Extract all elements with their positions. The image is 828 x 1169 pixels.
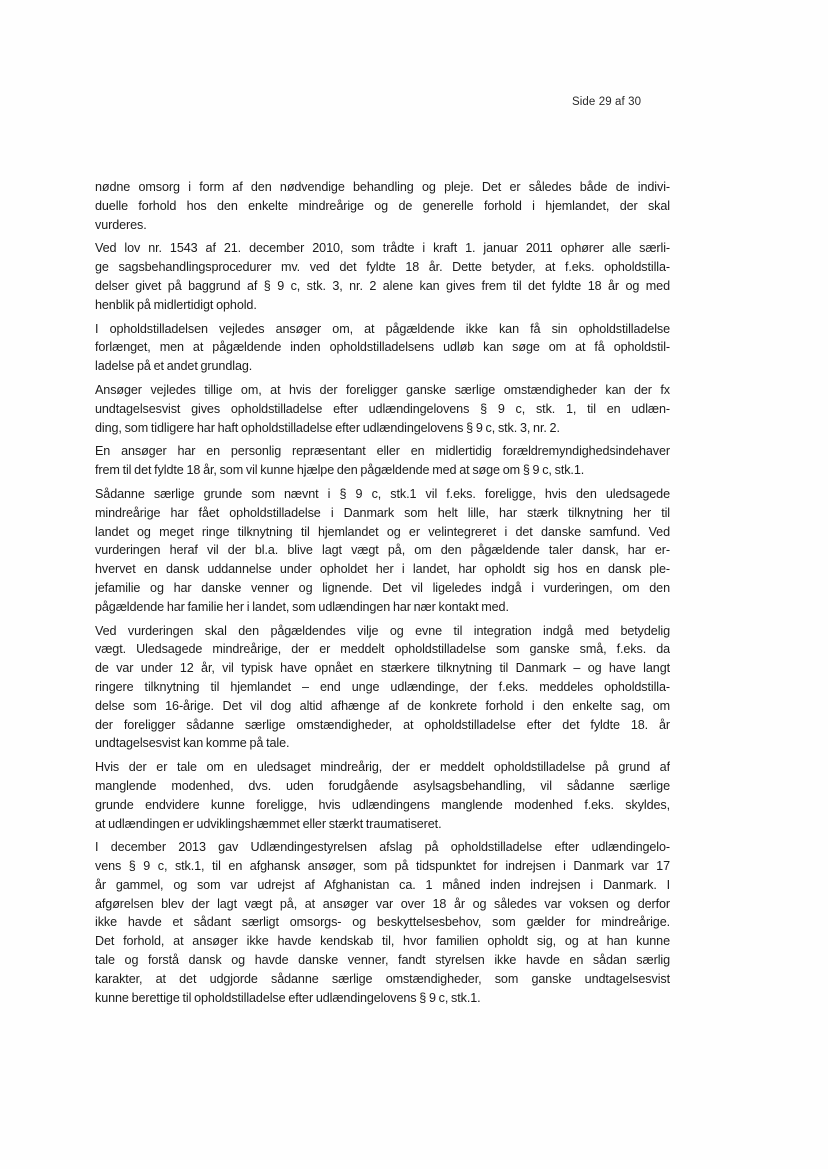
text-line: I opholdstilladelsen vejledes ansøger om, at pågældende ikke kan få sin opholdstilladelse xyxy=(95,321,670,336)
paragraph xyxy=(95,239,670,314)
text-line: ringere tilknytning til hjemlandet – end unge udlændinge, der f.eks. meddeles opholdstilla- xyxy=(95,679,670,694)
text-line: Ansøger vejledes tillige om, at hvis der foreligger ganske særlige omstændigheder kan der fx xyxy=(95,382,670,397)
text-line: grunde endvidere kunne foreligge, hvis udlændingens manglende modenhed f.eks. skyldes, xyxy=(95,797,670,812)
text-line: landet og meget ringe tilknytning til hjemlandet og er velintegreret i det danske samfund. Ved xyxy=(95,524,670,539)
paragraph xyxy=(95,320,670,376)
text-line: hvervet en dansk uddannelse under opholdet her i landet, har opholdt sig hos en dansk ple- xyxy=(95,562,670,577)
text-line: pågældende har familie her i landet, som udlændingen har nær kontakt med. xyxy=(95,599,509,614)
text-line: Ved vurderingen skal den pågældendes vilje og evne til integration indgå med betydelig xyxy=(95,623,670,638)
document-body xyxy=(95,178,670,1012)
paragraph xyxy=(95,838,670,1007)
text-line: Hvis der er tale om en uledsaget mindreårig, der er meddelt opholdstilladelse på grund af xyxy=(95,760,670,775)
text-line: undtagelsesvist gives opholdstilladelse efter udlændingelovens § 9 c, stk. 1, til en udlæn- xyxy=(95,401,670,416)
text-line: vægt. Uledsagede mindreårige, der er meddelt opholdstilladelse som ganske små, f.eks. da xyxy=(95,642,670,657)
text-line: henblik på midlertidigt ophold. xyxy=(95,297,257,312)
text-line: undtagelsesvist kan komme på tale. xyxy=(95,736,290,751)
text-line: de var under 12 år, vil typisk have opnået en stærkere tilknytning til Danmark – og have langt xyxy=(95,661,670,676)
text-line: Det forhold, at ansøger ikke havde kendskab til, hvor familien opholdt sig, og at han kunne xyxy=(95,934,670,949)
paragraph xyxy=(95,178,670,234)
paragraph xyxy=(95,442,670,480)
text-line: forlænget, men at pågældende inden opholdstilladelsens udløb kan søge om at få opholdstil- xyxy=(95,340,670,355)
text-line: at udlændingen er udviklingshæmmet eller stærkt traumatiseret. xyxy=(95,816,442,831)
text-line: manglende modenhed, dvs. uden forudgående asylsagsbehandling, vil sådanne særlige xyxy=(95,778,670,793)
text-line: tale og forstå dansk og havde danske venner, fandt styrelsen ikke havde en sådan særlig xyxy=(95,953,670,968)
text-line: kunne berettige til opholdstilladelse efter udlændingelovens § 9 c, stk.1. xyxy=(95,990,481,1005)
text-line: I december 2013 gav Udlændingestyrelsen afslag på opholdstilladelse efter udlændingelo- xyxy=(95,840,670,855)
text-line: afgørelsen blev der lagt vægt på, at ansøger var over 18 år og således var voksen og derfor xyxy=(95,896,670,911)
text-line: år gammel, og som var udrejst af Afghanistan ca. 1 måned inden indrejsen i Danmark. I xyxy=(95,877,670,892)
text-line: vens § 9 c, stk.1, til en afghansk ansøger, som på tidspunktet for indrejsen i Danmark var 17 xyxy=(95,859,670,874)
text-line: jefamilie og har danske venner og lignende. Det vil ligeledes indgå i vurderingen, om den xyxy=(95,580,670,595)
text-line: Sådanne særlige grunde som nævnt i § 9 c, stk.1 vil f.eks. foreligge, hvis den uledsagede xyxy=(95,486,670,501)
text-line: ladelse på et andet grundlag. xyxy=(95,359,253,374)
text-line: mindreårige har fået opholdstilladelse i Danmark som helt lille, har stærk tilknytning her til xyxy=(95,505,670,520)
text-line: vurderes. xyxy=(95,217,147,232)
paragraph xyxy=(95,758,670,833)
text-line: En ansøger har en personlig repræsentant eller en midlertidig forældremyndighedsindehaver xyxy=(95,444,670,459)
text-line: frem til det fyldte 18 år, som vil kunne hjælpe den pågældende med at søge om § 9 c, stk.1. xyxy=(95,463,585,478)
text-line: nødne omsorg i form af den nødvendige behandling og pleje. Det er således både de indivi- xyxy=(95,180,670,194)
text-line: vurderingen heraf vil der bl.a. blive lagt vægt på, om den pågældende taler dansk, har er- xyxy=(95,543,670,558)
text-line: karakter, at det udgjorde sådanne særlige omstændigheder, som ganske undtagelsesvist xyxy=(95,971,670,986)
text-line: delse som 16-årige. Det vil dog altid afhænge af de konkrete forhold i den enkelte sag, om xyxy=(95,698,670,713)
page-number: Side 29 af 30 xyxy=(572,96,642,108)
text-line: ikke havde et sådant særligt omsorgs- og beskyttelsesbehov, som gælder for mindreårige. xyxy=(95,915,670,930)
paragraph xyxy=(95,485,670,617)
text-line: ding, som tidligere har haft opholdstilladelse efter udlændingelovens § 9 c, stk. 3, nr. 2. xyxy=(95,420,560,435)
paragraph xyxy=(95,381,670,437)
text-line: der foreligger sådanne særlige omstændigheder, at opholdstilladelse efter det fyldte 18. år xyxy=(95,717,670,732)
text-line: ge sagsbehandlingsprocedurer mv. ved det fyldte 18 år. Dette betyder, at f.eks. opholdstilla- xyxy=(95,260,670,275)
text-line: delser givet på baggrund af § 9 c, stk. 3, nr. 2 alene kan gives frem til det fyldte 18 år og med xyxy=(95,278,670,293)
paragraph xyxy=(95,622,670,754)
text-line: duelle forhold hos den enkelte mindreårige og de generelle forhold i hjemlandet, der skal xyxy=(95,198,670,213)
text-line: Ved lov nr. 1543 af 21. december 2010, som trådte i kraft 1. januar 2011 ophører alle særli- xyxy=(95,241,670,256)
